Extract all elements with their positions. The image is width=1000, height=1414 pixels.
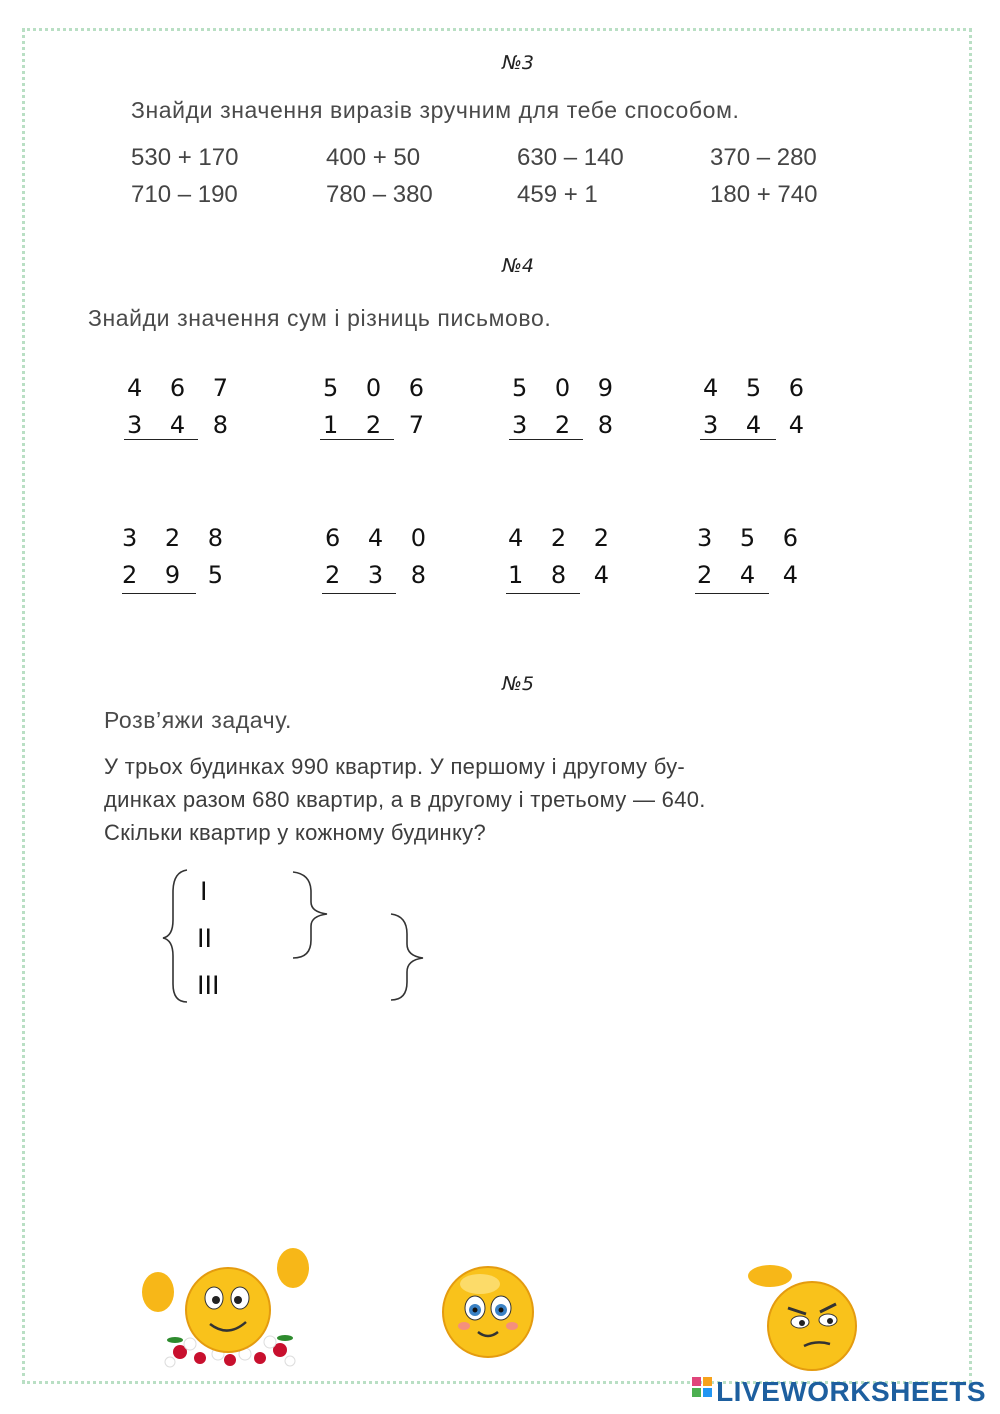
- expression: 630 – 140: [517, 144, 624, 171]
- house-label: III: [197, 970, 220, 1000]
- column-top-number: 3 5 6: [697, 524, 809, 552]
- expression: 370 – 280: [710, 144, 817, 171]
- expression: 180 + 740: [710, 181, 818, 208]
- expression: 400 + 50: [326, 144, 421, 171]
- liveworksheets-logo-icon: [692, 1375, 714, 1403]
- column-underline: [122, 593, 196, 594]
- task5-number: №5: [502, 673, 534, 695]
- task4-instruction: Знайди значення сум і різниць письмово.: [88, 305, 552, 331]
- column-bottom-number: 2 3 8: [325, 561, 437, 589]
- expression: 530 + 170: [131, 144, 239, 171]
- column-top-number: 3 2 8: [122, 524, 234, 552]
- problem-line: Скільки квартир у кожному будинку?: [104, 820, 487, 845]
- column-underline: [700, 439, 776, 440]
- column-underline: [320, 439, 394, 440]
- task5-instruction: Розв’яжи задачу.: [104, 707, 293, 733]
- waving-smiley-icon: [130, 1240, 320, 1370]
- column-bottom-number: 2 4 4: [697, 561, 809, 589]
- column-top-number: 6 4 0: [325, 524, 437, 552]
- expression: 780 – 380: [326, 181, 433, 208]
- task3-number: №3: [502, 52, 534, 74]
- right-brace-top: [293, 872, 327, 958]
- column-bottom-number: 3 4 4: [703, 411, 815, 439]
- page-border: [22, 28, 972, 1384]
- liveworksheets-brand[interactable]: LIVEWORKSHEETS: [716, 1376, 986, 1407]
- column-top-number: 5 0 6: [323, 374, 435, 402]
- column-top-number: 5 0 9: [512, 374, 624, 402]
- house-label: II: [197, 923, 213, 953]
- right-brace-bottom: [391, 914, 423, 1000]
- task3-instruction: Знайди значення виразів зручним для тебе способом.: [131, 97, 740, 123]
- column-underline: [695, 593, 769, 594]
- task4-number: №4: [502, 255, 534, 277]
- column-bottom-number: 1 2 7: [323, 411, 435, 439]
- expression: 459 + 1: [517, 181, 598, 208]
- column-bottom-number: 2 9 5: [122, 561, 234, 589]
- column-bottom-number: 3 2 8: [512, 411, 624, 439]
- column-underline: [124, 439, 198, 440]
- thinking-smiley-icon: [740, 1262, 870, 1372]
- happy-smiley-icon: [440, 1264, 536, 1360]
- column-top-number: 4 6 7: [127, 374, 239, 402]
- house-label: I: [200, 876, 208, 906]
- problem-line: У трьох будинках 990 квартир. У першому і другому бу-: [104, 754, 686, 779]
- expression: 710 – 190: [131, 181, 238, 208]
- column-underline: [509, 439, 583, 440]
- column-bottom-number: 1 8 4: [508, 561, 620, 589]
- column-top-number: 4 2 2: [508, 524, 620, 552]
- problem-text: [104, 750, 864, 849]
- problem-line: динках разом 680 квартир, а в другому і третьому — 640.: [104, 787, 706, 812]
- column-bottom-number: 3 4 8: [127, 411, 239, 439]
- column-underline: [506, 593, 580, 594]
- column-underline: [322, 593, 396, 594]
- column-top-number: 4 5 6: [703, 374, 815, 402]
- left-brace: [163, 870, 187, 1002]
